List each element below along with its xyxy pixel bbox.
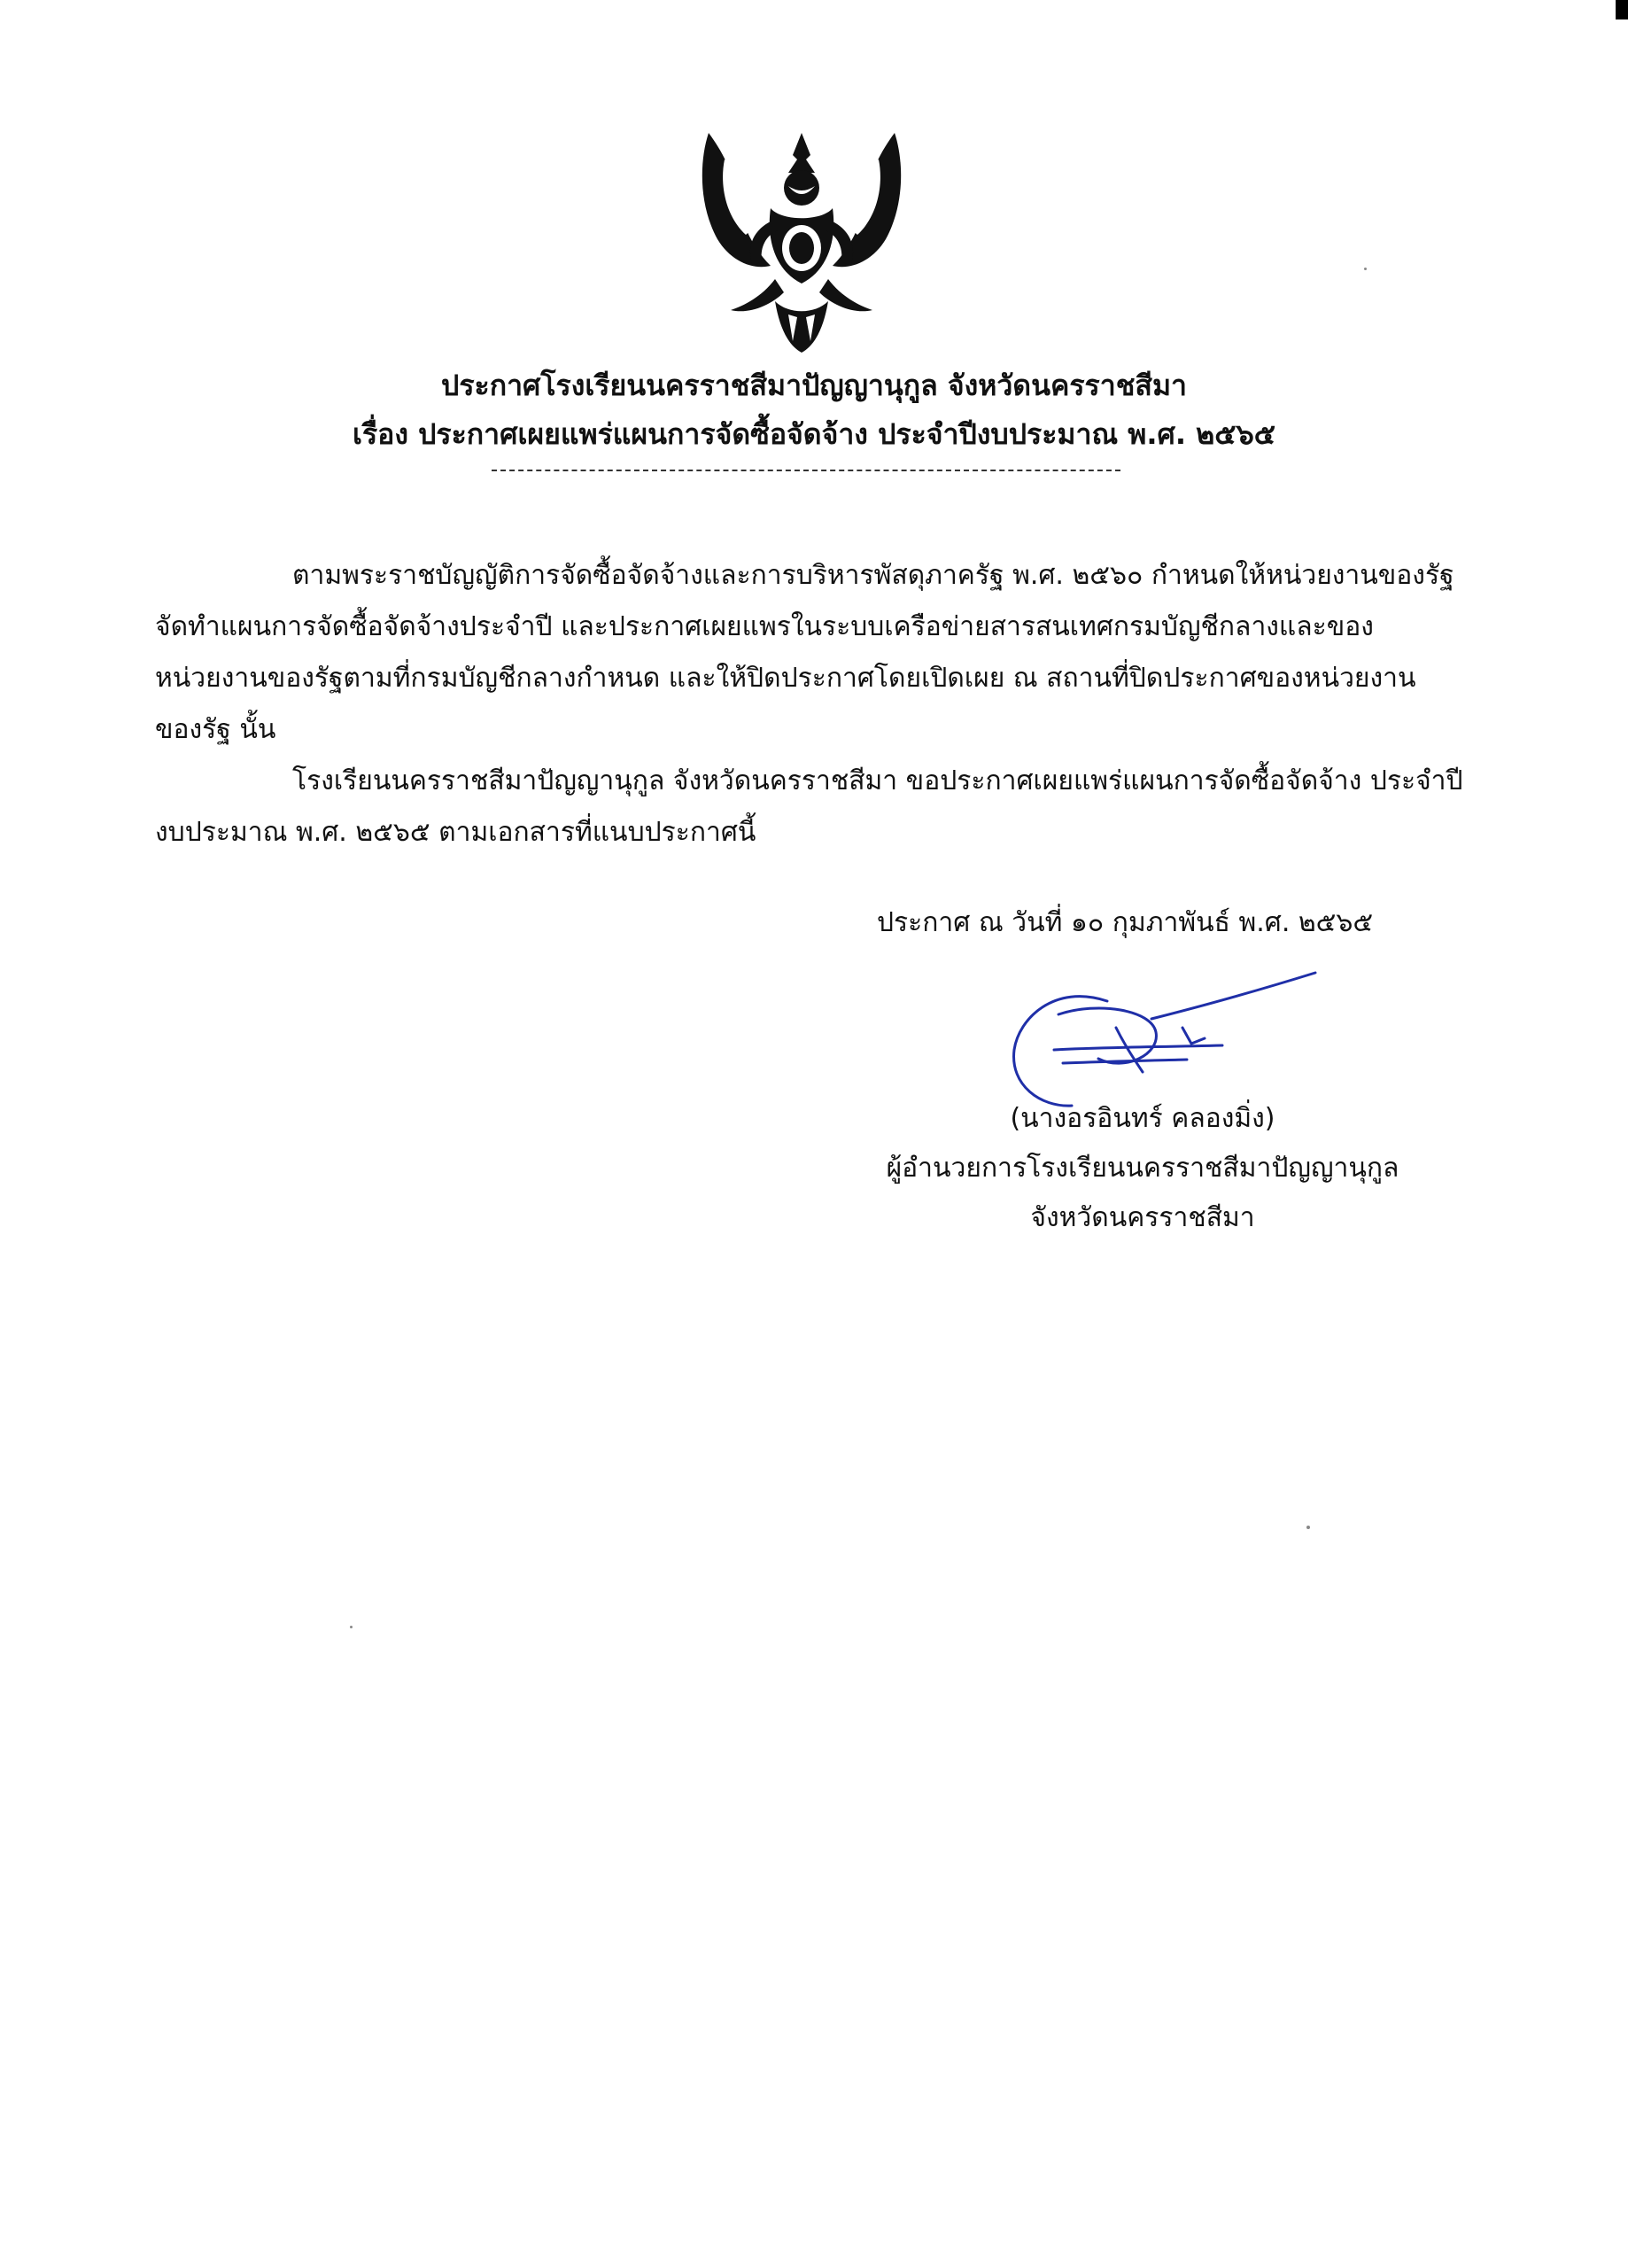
scan-speck (350, 1626, 353, 1628)
body-line: หน่วยงานของรัฐตามที่กรมบัญชีกลางกำหนด และให้ปิดประกาศโดยเปิดเผย ณ สถานที่ปิดประกาศของหน่วยงาน (155, 663, 1416, 694)
body-line: งบประมาณ พ.ศ. ๒๕๖๕ ตามเอกสารที่แนบประกาศนี้ (155, 817, 756, 848)
announcement-subject: เรื่อง ประกาศเผยแพร่แผนการจัดซื้อจัดจ้าง ประจำปีงบประมาณ พ.ศ. ๒๕๖๕ (353, 417, 1275, 451)
body-line: จัดทำแผนการจัดซื้อจัดจ้างประจำปี และประกาศเผยแพรในระบบเครือข่ายสารสนเทศกรมบัญชีกลางและของ (155, 611, 1374, 642)
signature-block (824, 1094, 1461, 1243)
body-line: ของรัฐ นั้น (155, 714, 276, 745)
signatory-position: ผู้อำนวยการโรงเรียนนครราชสีมาปัญญานุกูล (886, 1153, 1399, 1184)
body-line: ตามพระราชบัญญัติการจัดซื้อจัดจ้างและการบริหารพัสดุภาครัฐ พ.ศ. ๒๕๖๐ กำหนดให้หน่วยงานของรัฐ (292, 560, 1454, 591)
signatory-province: จังหวัดนครราชสีมา (1030, 1202, 1255, 1233)
scan-speck (1306, 1526, 1310, 1529)
body-line: โรงเรียนนครราชสีมาปัญญานุกูล จังหวัดนครราชสีมา ขอประกาศเผยแพร่แผนการจัดซื้อจัดจ้าง ประจำปี (292, 765, 1463, 796)
garuda-emblem-icon (691, 124, 912, 359)
announcement-title: ประกาศโรงเรียนนครราชสีมาปัญญานุกูล จังหวัดนครราชสีมา (441, 369, 1187, 402)
title-separator (492, 470, 1120, 471)
scan-artifact (1616, 0, 1628, 19)
announcement-date: ประกาศ ณ วันที่ ๑๐ กุมภาพันธ์ พ.ศ. ๒๕๖๕ (877, 907, 1374, 938)
scan-speck (1364, 268, 1367, 270)
signatory-name: (นางอรอินทร์ คลองมิ่ง) (1010, 1103, 1275, 1134)
